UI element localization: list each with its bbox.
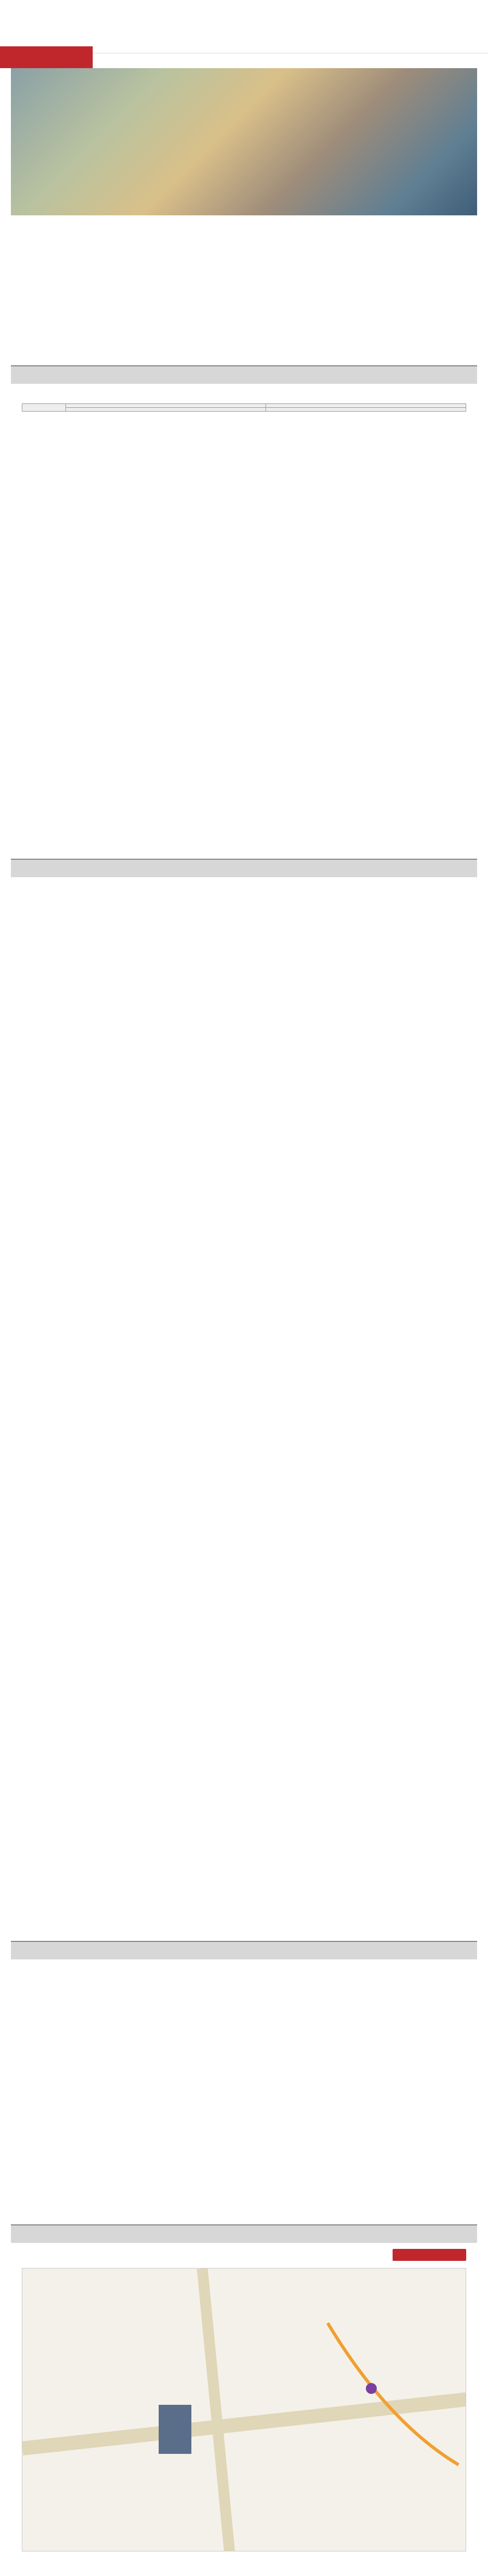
- subway-line: [328, 2323, 459, 2465]
- program-table: [22, 403, 466, 412]
- day1-header: [66, 404, 266, 408]
- map-directions-button[interactable]: [393, 2249, 466, 2261]
- location-map: [22, 2268, 466, 2551]
- program-section-header: [11, 365, 477, 384]
- station-icon: [366, 2383, 377, 2394]
- location-section-header: [11, 2224, 477, 2243]
- day2-subheader: [266, 408, 466, 412]
- map-graphic: [22, 2269, 466, 2551]
- summary-section-header: [11, 859, 477, 877]
- top-banner: [0, 0, 488, 53]
- registration-section-header: [11, 1941, 477, 1959]
- place-info: [11, 267, 477, 269]
- day1-subheader: [66, 408, 266, 412]
- event-date-tab: [0, 46, 93, 68]
- time-header: [22, 404, 66, 412]
- main-road: [22, 2399, 466, 2448]
- registration-info: [16, 1965, 472, 1971]
- day2-header: [266, 404, 466, 408]
- cross-road: [202, 2269, 230, 2551]
- date-info: [11, 229, 477, 231]
- building-icon: [159, 2405, 191, 2454]
- hero-banner: [11, 68, 477, 215]
